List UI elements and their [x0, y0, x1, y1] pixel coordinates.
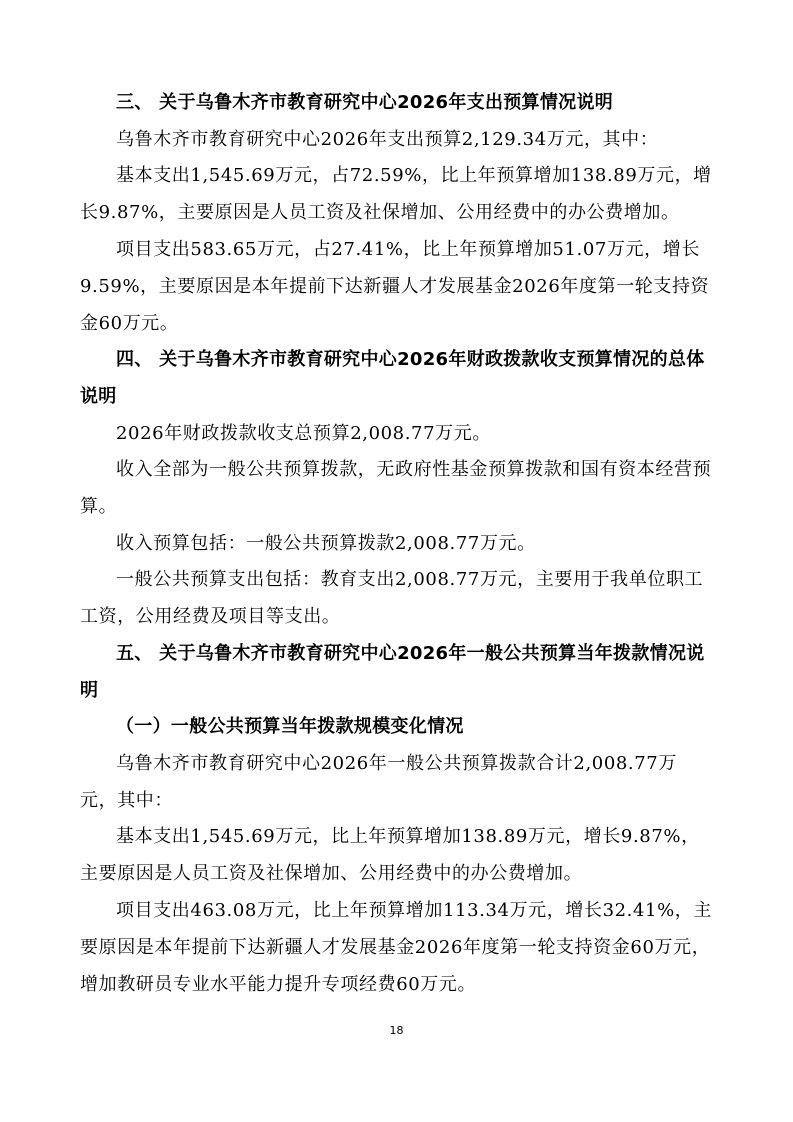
section-5-subheading-1: （一）一般公共预算当年拨款规模变化情况 [116, 716, 464, 737]
section-4-paragraph-3: 收入预算包括：一般公共预算拨款2,008.77万元。 [116, 532, 536, 554]
section-3-paragraph-2: 基本支出1,545.69万元，占72.59%，比上年预算增加138.89万元，增长9.87%，主要原因是人员工资及社保增加、公用经费中的办公费增加。 [80, 165, 712, 223]
section-5-heading: 五、 关于乌鲁木齐市教育研究中心2026年一般公共预算当年拨款情况说明 [80, 642, 705, 701]
section-4-paragraph-4: 一般公共预算支出包括：教育支出2,008.77万元，主要用于我单位职工工资，公用经费及项目等支出。 [80, 569, 704, 627]
page-number: 18 [389, 1024, 404, 1037]
section-4-paragraph-1: 2026年财政拨款收支总预算2,008.77万元。 [116, 422, 491, 444]
section-5-paragraph-3: 项目支出463.08万元，比上年预算增加113.34万元，增长32.41%，主要原因是本年提前下达新疆人才发展基金2026年度第一轮支持资金60万元，增加教研员专业水平能力提升专项经费60万元。 [80, 899, 712, 995]
section-4-paragraph-2: 收入全部为一般公共预算拨款，无政府性基金预算拨款和国有资本经营预算。 [80, 459, 712, 517]
section-5-paragraph-1: 乌鲁木齐市教育研究中心2026年一般公共预算拨款合计2,008.77万元，其中： [80, 752, 677, 811]
section-4-heading: 四、 关于乌鲁木齐市教育研究中心2026年财政拨款收支预算情况的总体说明 [80, 349, 705, 407]
section-3-paragraph-3: 项目支出583.65万元，占27.41%，比上年预算增加51.07万元，增长9.59%，主要原因是本年提前下达新疆人才发展基金2026年度第一轮支持资金60万元。 [80, 238, 710, 334]
document-body [80, 84, 713, 1002]
section-3-paragraph-1: 乌鲁木齐市教育研究中心2026年支出预算2,129.34万元，其中： [116, 128, 659, 150]
section-3-heading: 三、 关于乌鲁木齐市教育研究中心2026年支出预算情况说明 [116, 92, 614, 113]
section-5-paragraph-2: 基本支出1,545.69万元，比上年预算增加138.89万元，增长9.87%，主要原因是人员工资及社保增加、公用经费中的办公费增加。 [80, 826, 700, 884]
